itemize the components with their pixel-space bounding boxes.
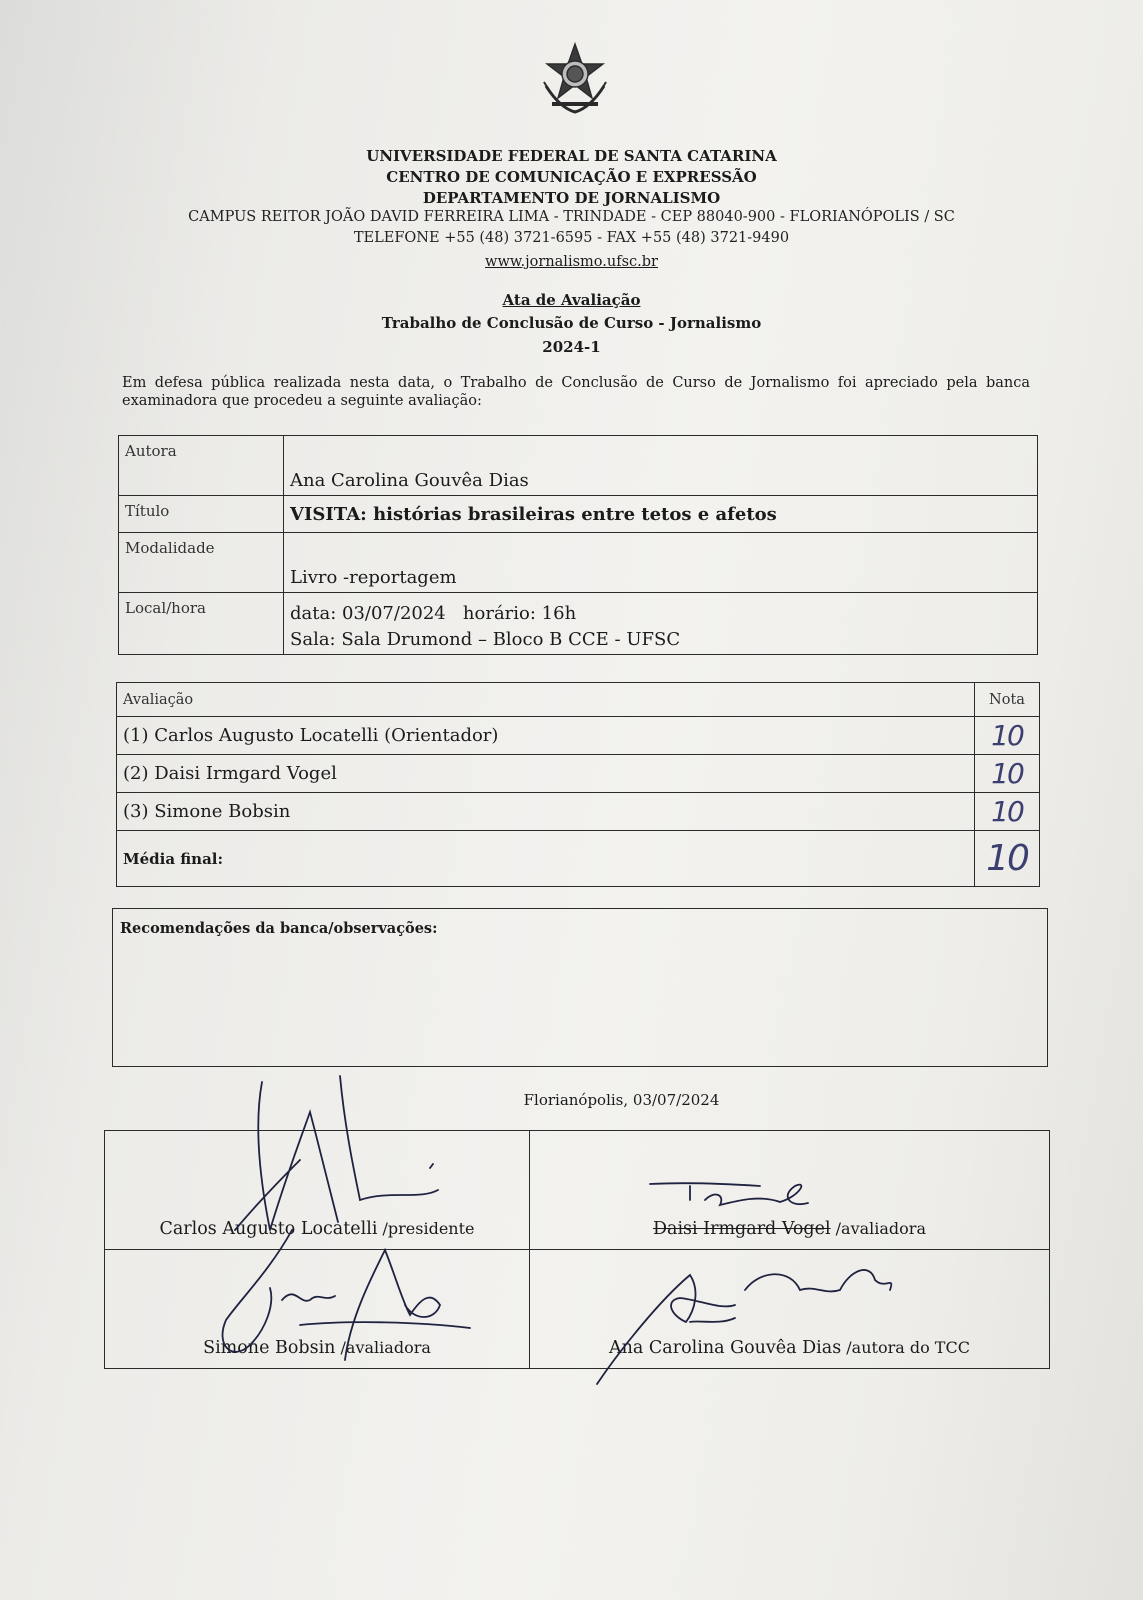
grade-value: 10 [991,757,1023,790]
datetime-value: data: 03/07/2024 horário: 16h [290,603,577,624]
evaluator-name: (1) Carlos Augusto Locatelli (Orientador) [117,717,975,755]
signer-name: Carlos Augusto Locatelli [159,1219,378,1239]
signature-cell [530,1131,1050,1250]
address: CAMPUS REITOR JOÃO DAVID FERREIRA LIMA - TRINDADE - CEP 88040-900 - FLORIANÓPOLIS / SC [188,209,955,225]
grade-header: Nota [975,683,1040,717]
signer-role: /avaliadora [335,1338,431,1357]
final-label: Média final: [117,831,975,887]
room-value: Sala: Sala Drumond – Bloco B CCE - UFSC [290,629,681,650]
signature-cell [105,1131,530,1250]
signer-name: Simone Bobsin [203,1338,336,1358]
semester: 2024-1 [542,338,601,356]
document-subtitle: Trabalho de Conclusão de Curso - Jornalismo [381,314,762,332]
signer-role: /presidente [377,1219,475,1238]
brasao-republica-icon [540,42,610,118]
local-value [284,593,1038,655]
signature-cell [105,1250,530,1369]
center-name: CENTRO DE COMUNICAÇÃO E EXPRESSÃO [386,168,757,186]
phone: TELEFONE +55 (48) 3721-6595 - FAX +55 (48) 3721-9490 [353,230,790,246]
title-value: VISITA: histórias brasileiras entre tetos e afetos [284,496,1038,533]
signer-name: Daisi Irmgard Vogel [652,1219,831,1239]
document-title: Ata de Avaliação [502,291,641,309]
signer-role: /autora do TCC [841,1338,970,1357]
modality-label: Modalidade [119,533,284,593]
recommendations-label: Recomendações da banca/observações: [120,920,438,937]
local-label: Local/hora [119,593,284,655]
recommendations-box [112,908,1048,1067]
signer-name: Ana Carolina Gouvêa Dias [609,1338,842,1358]
place-date: Florianópolis, 03/07/2024 [523,1091,720,1109]
evaluation-header: Avaliação [117,683,975,717]
info-table [118,435,1038,655]
final-row [117,831,1040,887]
grade-value: 10 [991,795,1023,828]
title-label: Título [119,496,284,533]
final-grade: 10 [986,838,1028,879]
evaluator-name: (3) Simone Bobsin [117,793,975,831]
table-row [117,755,1040,793]
intro-paragraph: Em defesa pública realizada nesta data, o Trabalho de Conclusão de Curso de Jornalismo foi apreciado pela banca examinadora que procedeu a seguinte avaliação: [122,375,1030,409]
evaluator-name: (2) Daisi Irmgard Vogel [117,755,975,793]
evaluation-table [116,682,1040,887]
signature-cell [530,1250,1050,1369]
author-label: Autora [119,436,284,496]
modality-value: Livro -reportagem [284,533,1038,593]
table-row [117,717,1040,755]
signer-role: /avaliadora [830,1219,926,1238]
table-row [117,793,1040,831]
website-link[interactable]: www.jornalismo.ufsc.br [485,254,658,270]
university-name: UNIVERSIDADE FEDERAL DE SANTA CATARINA [366,147,777,165]
department-name: DEPARTAMENTO DE JORNALISMO [422,189,721,207]
grade-value: 10 [991,719,1023,752]
author-value: Ana Carolina Gouvêa Dias [284,436,1038,496]
signature-table [104,1130,1050,1369]
